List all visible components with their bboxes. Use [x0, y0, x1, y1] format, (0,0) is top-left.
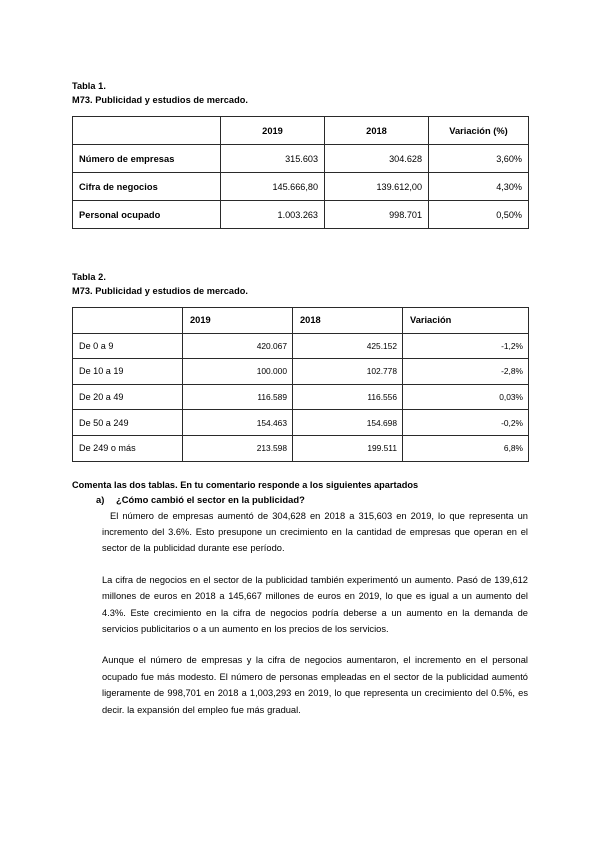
table2-caption-line1: Tabla 2. [72, 272, 106, 282]
table1-cell-variacion: 4,30% [429, 173, 529, 201]
table2-header-variacion: Variación [403, 308, 529, 334]
table-row [73, 384, 529, 410]
table1-caption-line1: Tabla 1. [72, 81, 106, 91]
prompt-item-a-text: ¿Cómo cambió el sector en la publicidad? [116, 493, 305, 505]
table1-cell-2019: 315.603 [221, 145, 325, 173]
table2-cell-variacion: -2,8% [403, 359, 529, 385]
table-row [73, 201, 529, 229]
table2-header-row [73, 308, 529, 334]
table-row [73, 359, 529, 385]
table1-header-blank [73, 117, 221, 145]
table-row [73, 435, 529, 461]
table2-cell-2018: 102.778 [293, 359, 403, 385]
section-spacer [72, 229, 528, 271]
table1-row-label: Personal ocupado [73, 201, 221, 229]
table2-row-label: De 10 a 19 [73, 359, 183, 385]
table-row [73, 145, 529, 173]
table2-cell-2018: 116.556 [293, 384, 403, 410]
table1-cell-2019: 1.003.263 [221, 201, 325, 229]
table1-cell-variacion: 0,50% [429, 201, 529, 229]
table1-cell-2019: 145.666,80 [221, 173, 325, 201]
table2-cell-2019: 100.000 [183, 359, 293, 385]
table2-cell-variacion: 0,03% [403, 384, 529, 410]
table1-cell-2018: 139.612,00 [325, 173, 429, 201]
table1-header-row [73, 117, 529, 145]
answer-paragraph-2: La cifra de negocios en el sector de la publicidad también experimentó un aumento. Pasó de 139,612 millones de euros en 2018 a 145,667 millones de euros en 2019, lo que es igual a un aumento del 4.3%. Este crecimiento en la cifra de negocios podría deberse a un aumento en la demanda de servicios publicitarios o a un aumento en los precios de los servicios. [102, 574, 528, 634]
table1-cell-2018: 998.701 [325, 201, 429, 229]
table1-row-label: Número de empresas [73, 145, 221, 173]
table2-header-blank [73, 308, 183, 334]
table-row [73, 410, 529, 436]
table-1 [72, 116, 529, 229]
table2-cell-2018: 199.511 [293, 435, 403, 461]
answer-paragraph-1: El número de empresas aumentó de 304,628 en 2018 a 315,603 en 2019, lo que representa un incremento del 3.6%. Esto presupone un crecimiento en la cantidad de empresas que operan en el sector de la publicidad durante ese período. [102, 510, 528, 554]
table2-cell-2018: 154.698 [293, 410, 403, 436]
prompt-instruction: Comenta las dos tablas. En tu comentario responde a los siguientes apartados [72, 479, 419, 490]
table2-cell-variacion: -0,2% [403, 410, 529, 436]
list-marker: a) [96, 493, 105, 505]
table2-cell-variacion: 6,8% [403, 435, 529, 461]
table2-header-2018: 2018 [293, 308, 403, 334]
table-2 [72, 307, 529, 462]
answer-paragraph-3: Aunque el número de empresas y la cifra de negocios aumentaron, el incremento en el personal ocupado fue más modesto. El número de personas empleadas en el sector de la publicidad aumentó ligeramente de 998,701 en 2018 a 1,003,293 en 2019, lo que representa un crecimiento del 0.5%, es decir. la expansión del empleo fue más gradual. [102, 655, 528, 715]
table2-caption-line2: M73. Publicidad y estudios de mercado. [72, 285, 248, 296]
table1-cell-2018: 304.628 [325, 145, 429, 173]
table-row [73, 173, 529, 201]
table1-header-variacion: Variación (%) [429, 117, 529, 145]
table2-row-label: De 0 a 9 [73, 333, 183, 359]
table1-header-2019: 2019 [221, 117, 325, 145]
table2-cell-variacion: -1,2% [403, 333, 529, 359]
page-content [72, 80, 528, 718]
section-spacer [72, 462, 528, 478]
table2-cell-2019: 213.598 [183, 435, 293, 461]
table2-caption [72, 271, 528, 298]
table2-header-2019: 2019 [183, 308, 293, 334]
table2-cell-2019: 116.589 [183, 384, 293, 410]
table2-row-label: De 249 o más [73, 435, 183, 461]
table2-cell-2019: 420.067 [183, 333, 293, 359]
table2-cell-2018: 425.152 [293, 333, 403, 359]
table1-caption-line2: M73. Publicidad y estudios de mercado. [72, 94, 248, 105]
table1-cell-variacion: 3,60% [429, 145, 529, 173]
table1-header-2018: 2018 [325, 117, 429, 145]
table1-row-label: Cifra de negocios [73, 173, 221, 201]
table2-row-label: De 20 a 49 [73, 384, 183, 410]
table-row [73, 333, 529, 359]
table2-cell-2019: 154.463 [183, 410, 293, 436]
table1-caption [72, 80, 528, 107]
prompt-item-a [72, 492, 528, 507]
table2-row-label: De 50 a 249 [73, 410, 183, 436]
